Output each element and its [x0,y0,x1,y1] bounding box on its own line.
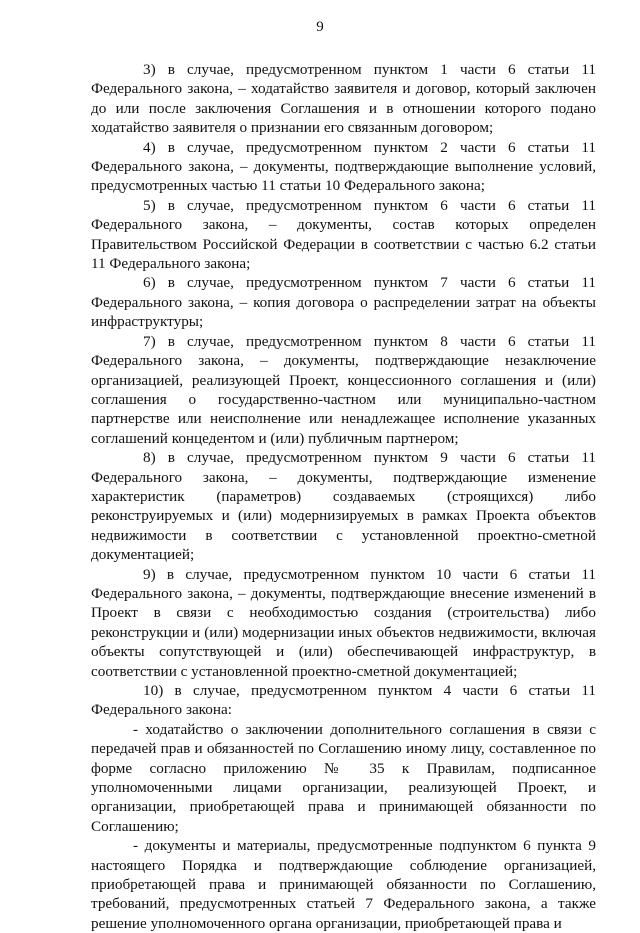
document-body [91,60,596,933]
list-item-8: 8) в случае, предусмотренном пунктом 9 части 6 статьи 11 Федерального закона, – документы, подтверждающие изменение характеристик (параметров) создаваемых (строящихся) либо реконструируемых и (или) модернизируемых в рамках Проекта объектов недвижимости в соответствии с установленной проектно-сметной документацией; [91,449,596,564]
list-item-5: 5) в случае, предусмотренном пунктом 6 части 6 статьи 11 Федерального закона, – документы, состав которых определен Правительством Российской Федерации в соответствии с частью 6.2 статьи 11 Федерального закона; [91,196,596,273]
list-item-4: 4) в случае, предусмотренном пунктом 2 части 6 статьи 11 Федерального закона, – документы, подтверждающие выполнение условий, предусмотренных частью 11 статьи 10 Федерального закона; [91,138,596,195]
list-item-10: 10) в случае, предусмотренном пунктом 4 части 6 статьи 11 Федерального закона: [91,682,596,719]
list-item-7: 7) в случае, предусмотренном пунктом 8 части 6 статьи 11 Федерального закона, – документы, подтверждающие незаключение организацией, реализующей Проект, концессионного соглашения и (или) соглашения о государственно-частном или муниципально-частном партнерстве или неисполнение или ненадлежащее исполнение указанных соглашений концедентом и (или) публичным партнером; [91,332,596,447]
sub-item-documents: - документы и материалы, предусмотренные подпунктом 6 пункта 9 настоящего Порядка и подтверждающие соблюдение организацией, приобретающей права и принимающей обязанности по Соглашению, требований, предусмотренных статьей 7 Федерального закона, а также решение уполномоченного органа организации, приобретающей права и [91,837,596,932]
page-number: 9 [316,19,324,35]
list-item-6: 6) в случае, предусмотренном пунктом 7 части 6 статьи 11 Федерального закона, – копия договора о распределении затрат на объекты инфраструктуры; [91,274,596,331]
sub-item-petition: - ходатайство о заключении дополнительного соглашения в связи с передачей прав и обязанностей по Соглашению иному лицу, составленное по форме согласно приложению № 35 к Правилам, подписанное уполномоченными лицами организации, реализующей Проект, и организации, приобретающей права и принимающей обязанности по Соглашению; [91,720,596,835]
list-item-3: 3) в случае, предусмотренном пунктом 1 части 6 статьи 11 Федерального закона, – ходатайство заявителя и договор, который заключен до или после заключения Соглашения и в отношении которого подано ходатайство заявителя о признании его связанным договором; [91,61,596,137]
list-item-9: 9) в случае, предусмотренном пунктом 10 части 6 статьи 11 Федерального закона, – документы, подтверждающие внесение изменений в Проект в связи с необходимостью создания (строительства) либо реконструкции и (или) модернизации иных объектов недвижимости, включая объекты сопутствующей и (или) обеспечивающей инфраструктур, в соответствии с установленной проектно-сметной документацией; [91,565,596,680]
